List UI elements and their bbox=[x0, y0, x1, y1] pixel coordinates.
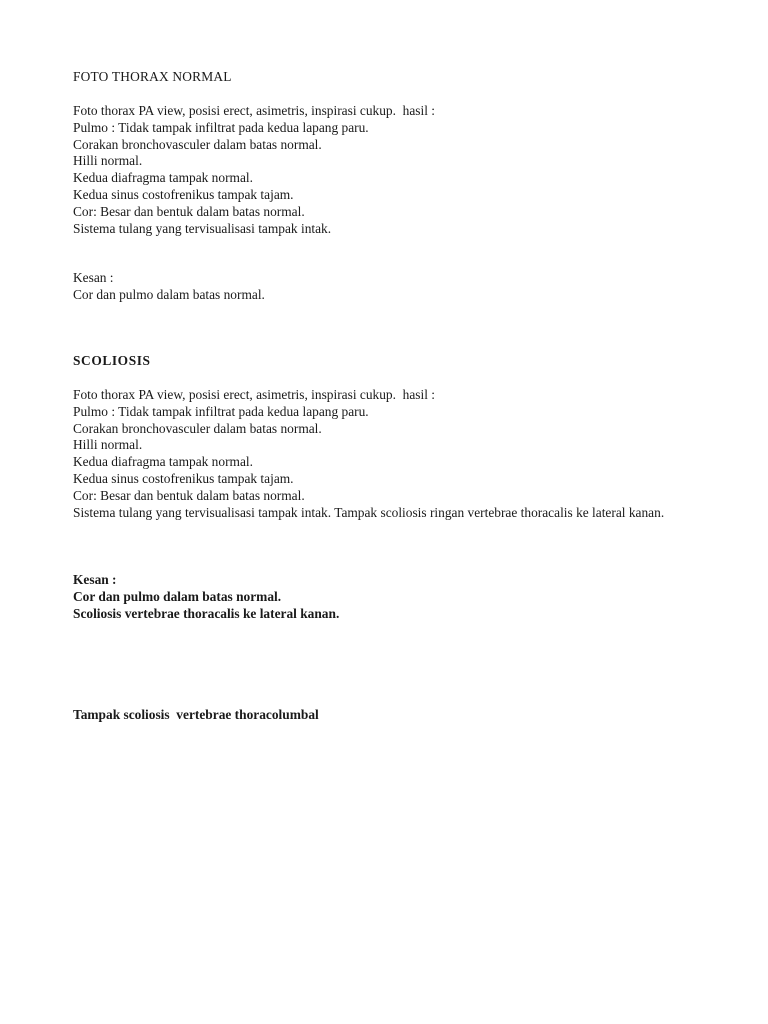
finding-line: Pulmo : Tidak tampak infiltrat pada kedua lapang paru. bbox=[73, 403, 369, 419]
section-normal-title-block bbox=[73, 69, 708, 86]
kesan-label: Kesan : bbox=[73, 270, 114, 285]
kesan-label: Kesan : bbox=[73, 572, 117, 587]
kesan-line: Scoliosis vertebrae thoracalis ke lateral kanan. bbox=[73, 605, 340, 621]
kesan-line: Cor dan pulmo dalam batas normal. bbox=[73, 588, 282, 604]
finding-line: Cor: Besar dan bentuk dalam batas normal. bbox=[73, 203, 305, 219]
finding-line: Pulmo : Tidak tampak infiltrat pada kedua lapang paru. bbox=[73, 119, 369, 135]
section-thoracolumbal-title-block bbox=[73, 707, 708, 724]
kesan-line: Cor dan pulmo dalam batas normal. bbox=[73, 286, 265, 302]
finding-line: Kedua sinus costofrenikus tampak tajam. bbox=[73, 470, 294, 486]
finding-line: Hilli normal. bbox=[73, 153, 143, 169]
finding-line: Kedua diafragma tampak normal. bbox=[73, 454, 253, 470]
section-thoracolumbal-title: Tampak scoliosis vertebrae thoracolumbal bbox=[73, 707, 319, 722]
section-normal-kesan bbox=[73, 270, 708, 304]
finding-line: Cor: Besar dan bentuk dalam batas normal. bbox=[73, 487, 305, 503]
section-scoliosis-title: SCOLIOSIS bbox=[73, 353, 151, 368]
section-normal-title: FOTO THORAX NORMAL bbox=[73, 69, 232, 84]
finding-line: Foto thorax PA view, posisi erect, asimetris, inspirasi cukup. hasil : bbox=[73, 387, 436, 402]
finding-line: Kedua diafragma tampak normal. bbox=[73, 170, 253, 186]
section-normal-findings bbox=[73, 103, 708, 237]
finding-line: Foto thorax PA view, posisi erect, asimetris, inspirasi cukup. hasil : bbox=[73, 103, 436, 118]
section-scoliosis-findings bbox=[73, 387, 708, 521]
finding-line: Sistema tulang yang tervisualisasi tampak intak. bbox=[73, 220, 332, 236]
finding-line: Kedua sinus costofrenikus tampak tajam. bbox=[73, 186, 294, 202]
finding-line: Hilli normal. bbox=[73, 437, 143, 453]
section-scoliosis-title-block bbox=[73, 353, 708, 370]
finding-line: Sistema tulang yang tervisualisasi tampak intak. Tampak scoliosis ringan vertebrae thoracalis ke lateral kanan. bbox=[73, 504, 665, 520]
finding-line: Corakan bronchovasculer dalam batas normal. bbox=[73, 136, 322, 152]
section-scoliosis-kesan bbox=[73, 572, 708, 622]
finding-line: Corakan bronchovasculer dalam batas normal. bbox=[73, 420, 322, 436]
